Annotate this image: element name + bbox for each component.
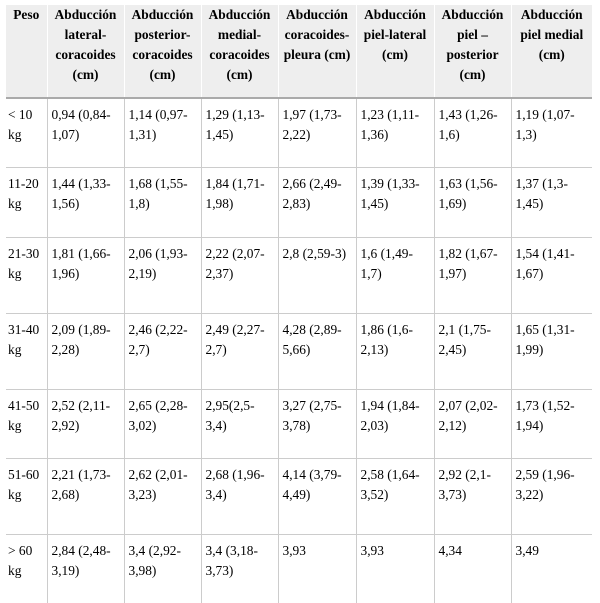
table-cell: 1,68 (1,55-1,8) (124, 168, 201, 238)
header-piel-posterior: Abducción piel – posterior (cm) (434, 5, 511, 98)
table-cell: 1,14 (0,97-1,31) (124, 98, 201, 168)
table-cell: 1,81 (1,66-1,96) (47, 238, 124, 314)
table-cell: 1,63 (1,56-1,69) (434, 168, 511, 238)
table-cell: 2,09 (1,89-2,28) (47, 314, 124, 390)
table-cell: 2,68 (1,96-3,4) (201, 459, 278, 535)
table-cell: 2,62 (2,01-3,23) (124, 459, 201, 535)
table-row (6, 238, 592, 314)
header-peso: Peso (6, 5, 47, 98)
table-cell: 3,93 (356, 535, 434, 603)
table-cell: 1,43 (1,26-1,6) (434, 98, 511, 168)
table-cell: 1,82 (1,67-1,97) (434, 238, 511, 314)
table-cell: 2,84 (2,48-3,19) (47, 535, 124, 603)
weight-cell: 41-50 kg (6, 390, 47, 459)
table-cell: 2,65 (2,28-3,02) (124, 390, 201, 459)
table-cell: 1,23 (1,11-1,36) (356, 98, 434, 168)
weight-cell: > 60 kg (6, 535, 47, 603)
table-cell: 4,14 (3,79-4,49) (278, 459, 356, 535)
table-cell: 2,52 (2,11-2,92) (47, 390, 124, 459)
table-cell: 3,93 (278, 535, 356, 603)
table-cell: 2,06 (1,93-2,19) (124, 238, 201, 314)
table-cell: 2,49 (2,27-2,7) (201, 314, 278, 390)
table-cell: 4,34 (434, 535, 511, 603)
table-cell: 2,8 (2,59-3) (278, 238, 356, 314)
weight-cell: 31-40 kg (6, 314, 47, 390)
table-cell: 1,44 (1,33-1,56) (47, 168, 124, 238)
table-cell: 3,49 (511, 535, 592, 603)
table-cell: 2,1 (1,75-2,45) (434, 314, 511, 390)
table-cell: 1,39 (1,33-1,45) (356, 168, 434, 238)
header-coracoides-pleura: Abducción coracoides-pleura (cm) (278, 5, 356, 98)
header-lateral-coracoides: Abducción lateral-coracoides (cm) (47, 5, 124, 98)
table-cell: 2,95(2,5-3,4) (201, 390, 278, 459)
table-cell: 1,97 (1,73-2,22) (278, 98, 356, 168)
table-row (6, 98, 592, 168)
table-cell: 3,4 (2,92-3,98) (124, 535, 201, 603)
table-cell: 2,22 (2,07-2,37) (201, 238, 278, 314)
table-row (6, 168, 592, 238)
table-cell: 1,84 (1,71-1,98) (201, 168, 278, 238)
table-cell: 1,37 (1,3-1,45) (511, 168, 592, 238)
header-medial-coracoides: Abducción medial-coracoides (cm) (201, 5, 278, 98)
table-cell: 2,92 (2,1-3,73) (434, 459, 511, 535)
header-posterior-coracoides: Abducción posterior-coracoides (cm) (124, 5, 201, 98)
table-cell: 2,59 (1,96-3,22) (511, 459, 592, 535)
table-cell: 1,94 (1,84-2,03) (356, 390, 434, 459)
table-row (6, 535, 592, 603)
weight-cell: < 10 kg (6, 98, 47, 168)
header-piel-medial: Abducción piel medial (cm) (511, 5, 592, 98)
weight-cell: 21-30 kg (6, 238, 47, 314)
table-cell: 1,6 (1,49-1,7) (356, 238, 434, 314)
table-cell: 2,07 (2,02-2,12) (434, 390, 511, 459)
measurements-table (6, 5, 592, 603)
table-body (6, 98, 592, 603)
table-cell: 2,46 (2,22-2,7) (124, 314, 201, 390)
table-cell: 1,29 (1,13-1,45) (201, 98, 278, 168)
header-row (6, 5, 592, 98)
table-cell: 2,58 (1,64-3,52) (356, 459, 434, 535)
table-cell: 1,54 (1,41-1,67) (511, 238, 592, 314)
table-row (6, 390, 592, 459)
weight-cell: 11-20 kg (6, 168, 47, 238)
header-piel-lateral: Abducción piel-lateral (cm) (356, 5, 434, 98)
table-cell: 3,4 (3,18-3,73) (201, 535, 278, 603)
table-cell: 2,66 (2,49-2,83) (278, 168, 356, 238)
table-cell: 3,27 (2,75-3,78) (278, 390, 356, 459)
table-cell: 1,19 (1,07-1,3) (511, 98, 592, 168)
table-row (6, 459, 592, 535)
table-cell: 0,94 (0,84-1,07) (47, 98, 124, 168)
table-cell: 1,73 (1,52-1,94) (511, 390, 592, 459)
table-cell: 2,21 (1,73-2,68) (47, 459, 124, 535)
table-cell: 1,65 (1,31-1,99) (511, 314, 592, 390)
table-header (6, 5, 592, 98)
weight-cell: 51-60 kg (6, 459, 47, 535)
table-row (6, 314, 592, 390)
table-cell: 1,86 (1,6-2,13) (356, 314, 434, 390)
table-cell: 4,28 (2,89-5,66) (278, 314, 356, 390)
